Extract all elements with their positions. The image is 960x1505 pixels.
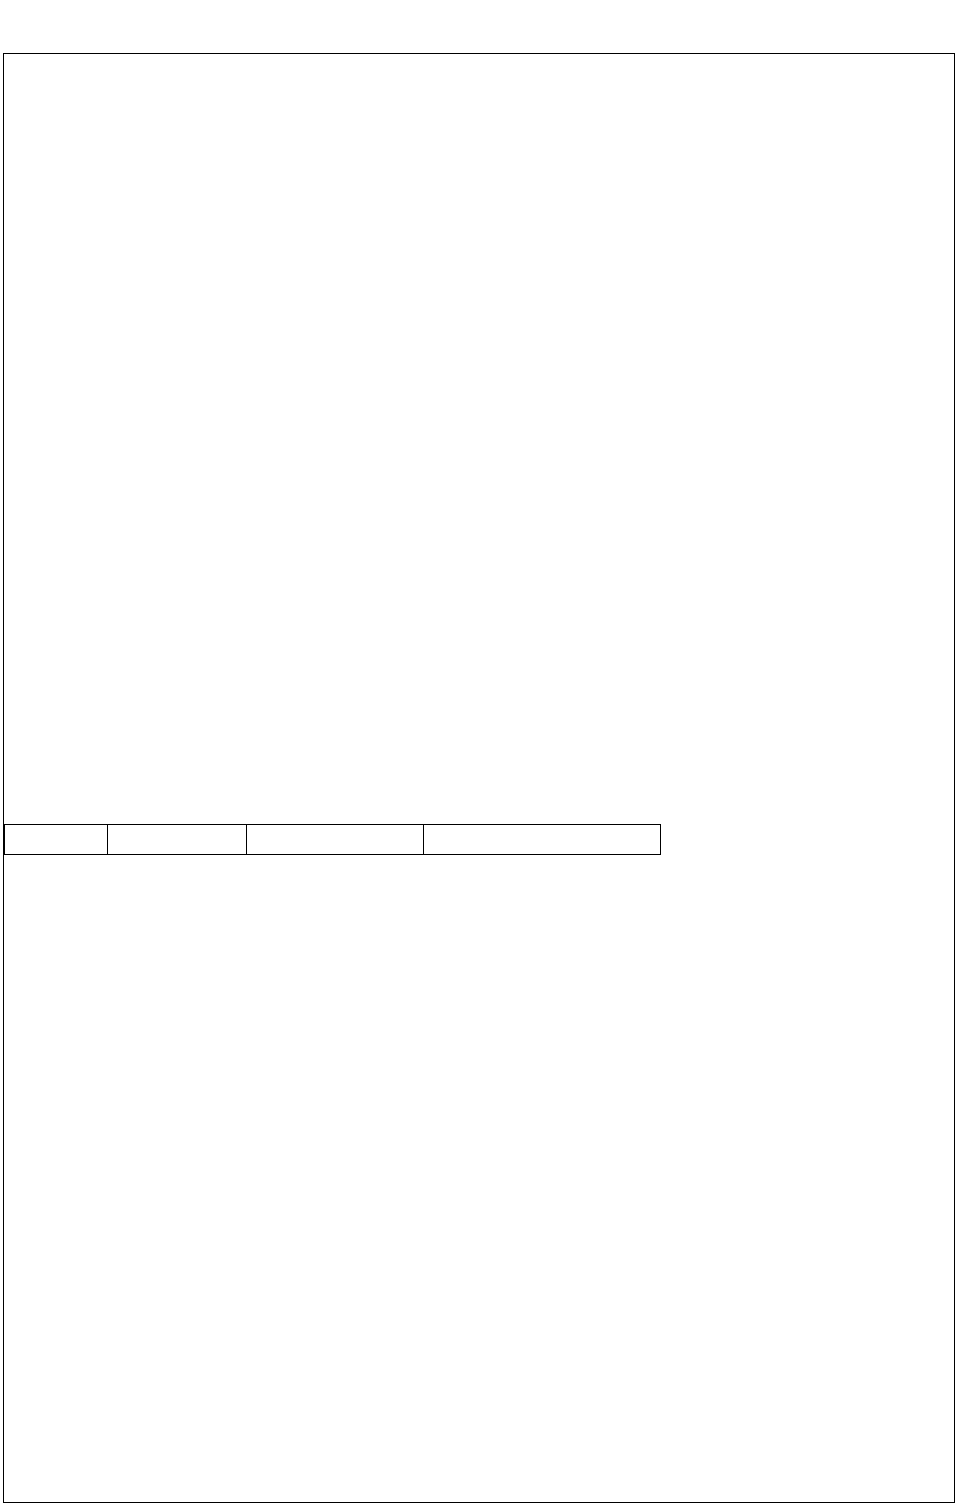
header-hrsz (108, 825, 247, 855)
document-frame (3, 53, 955, 1503)
header-srsz (5, 825, 108, 855)
header-megnevezes (424, 825, 661, 855)
header-terulet (247, 825, 424, 855)
table-header-row (5, 825, 661, 855)
kulterulet-table (4, 824, 661, 855)
